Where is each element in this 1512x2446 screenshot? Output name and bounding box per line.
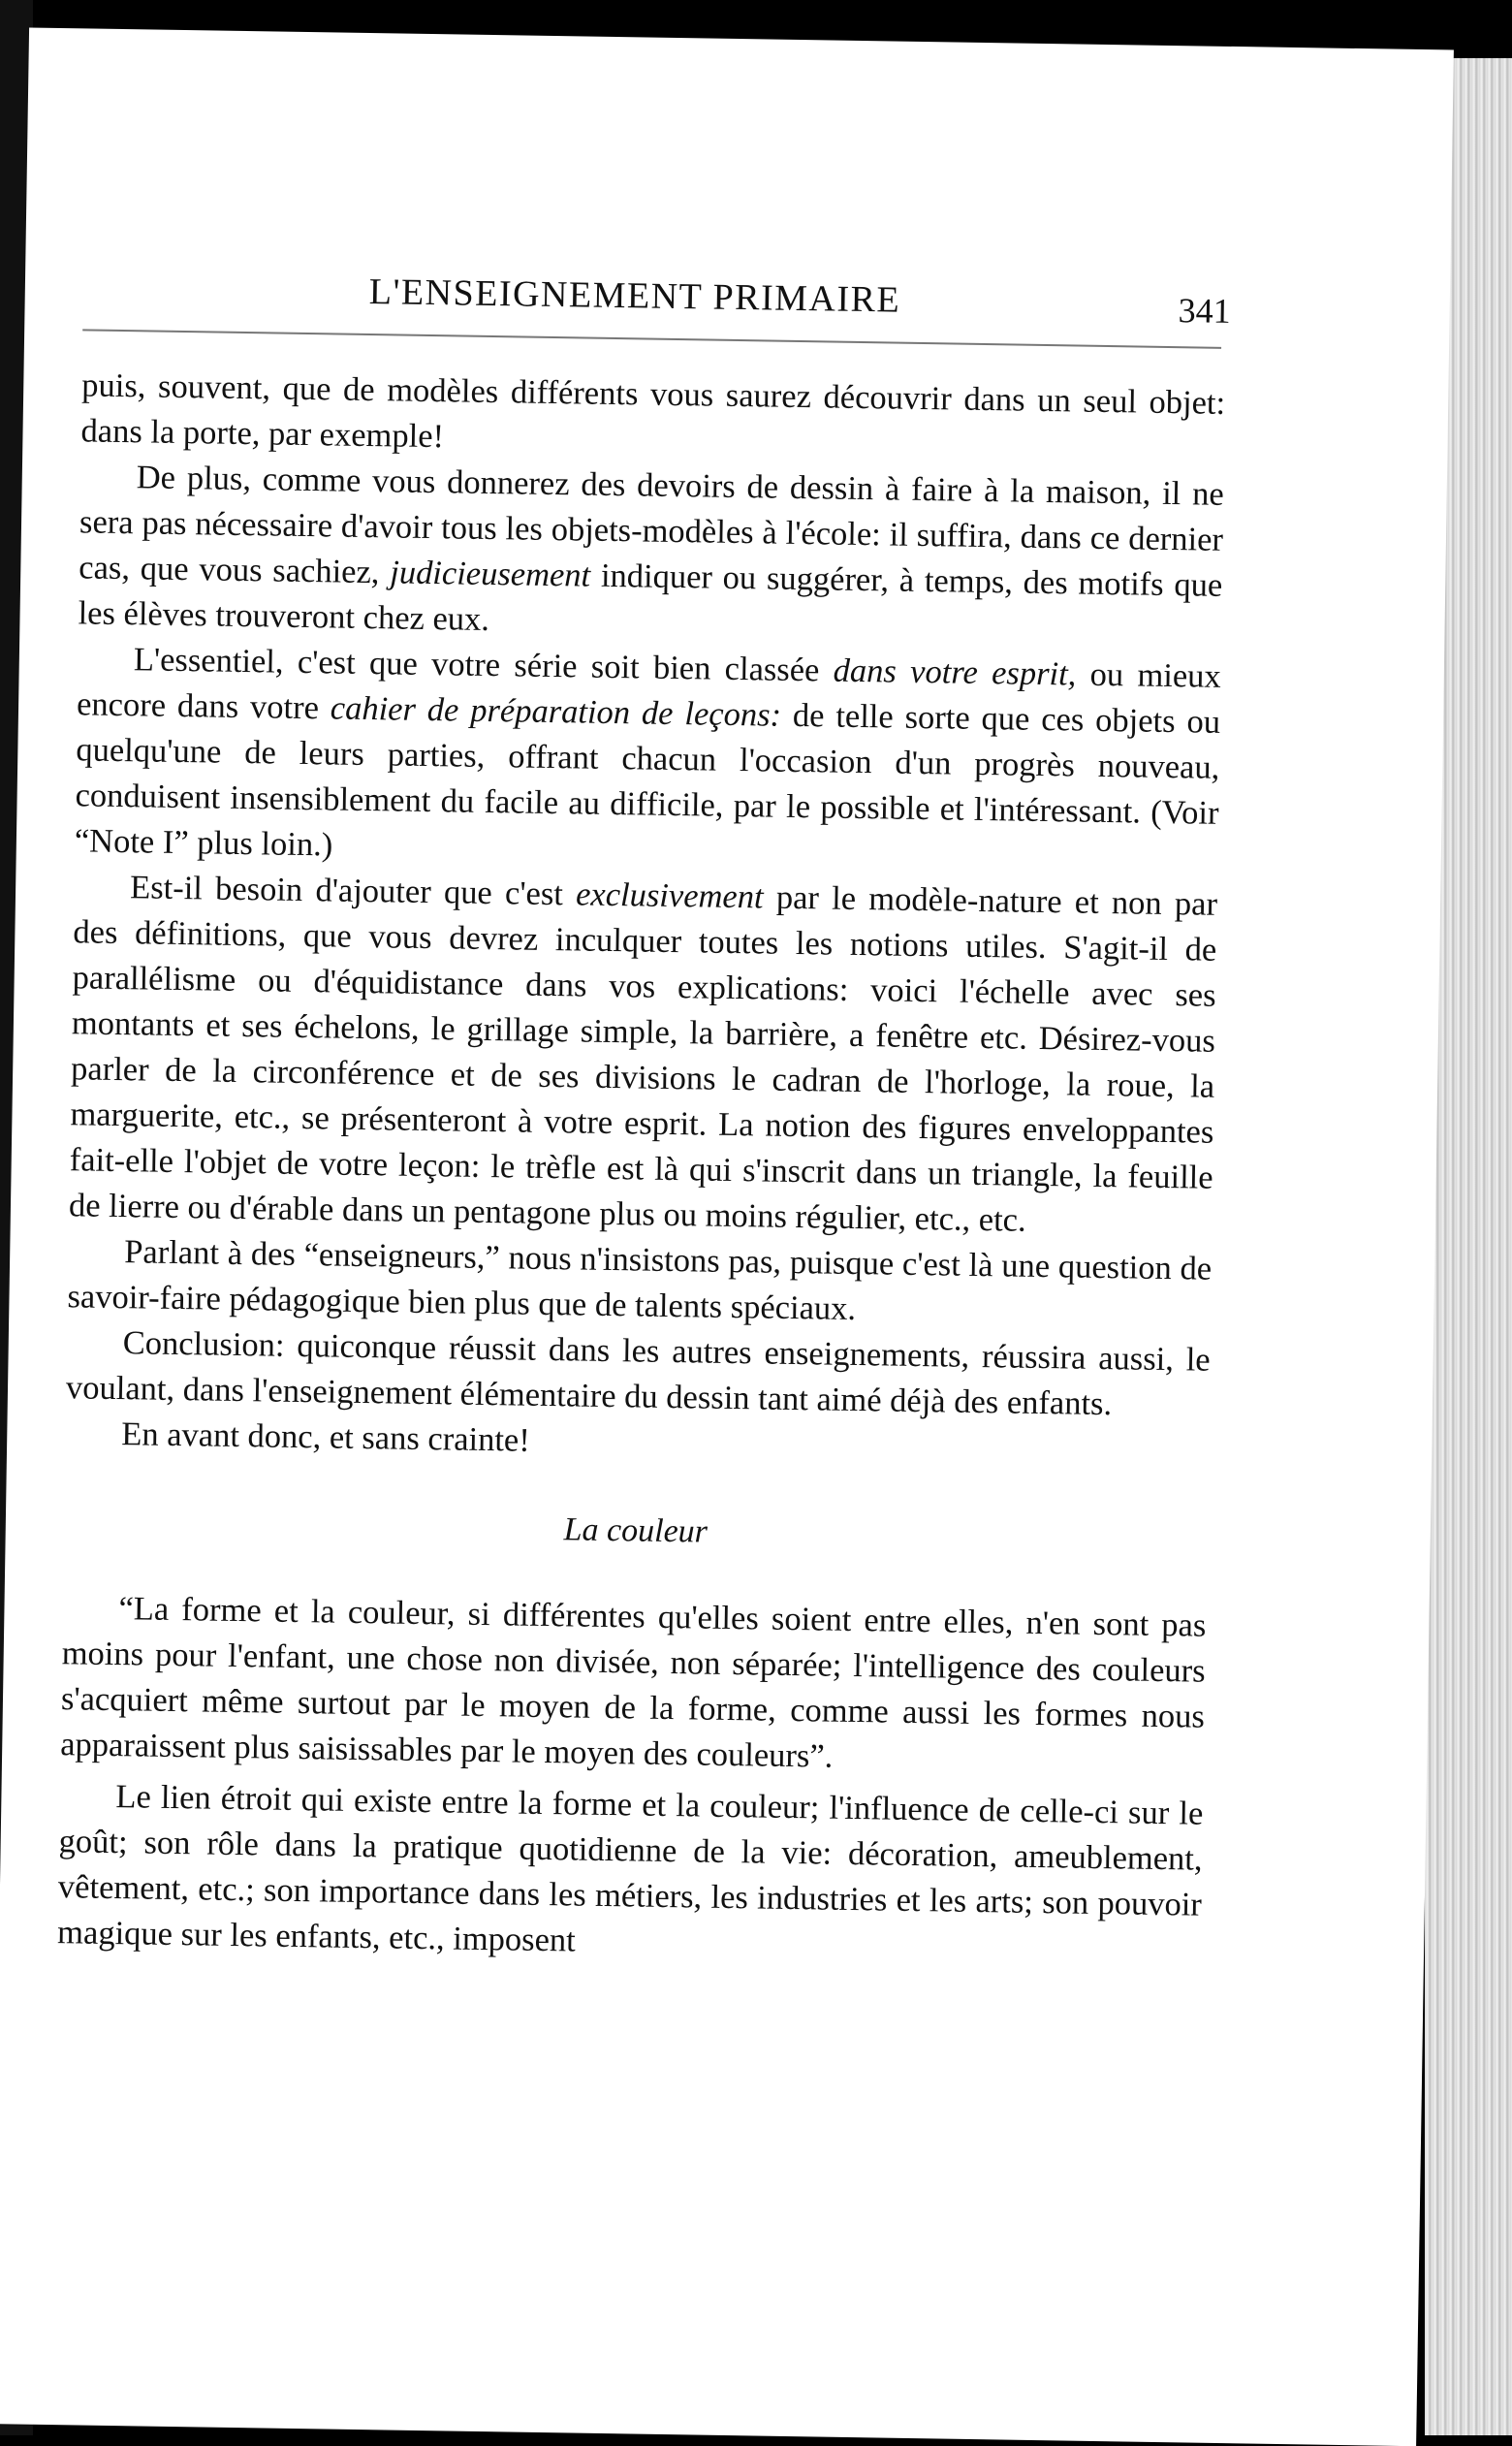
paragraph: Est-il besoin d'ajouter que c'est exclusivement par le modèle-nature et non par des définitions, que vous devrez inculquer toutes les notions utiles. S'agit-il de parallélisme ou d'équidistance dans vos explications: voici l'échelle avec ses montants et ses échelons, le grillage simple, la barrière, a fenêtre etc. Désirez-vous parler de la circonférence et de ses divisions le cadran de l'horloge, la roue, la marguerite, etc., se présenteront à votre esprit. La notion des figures enveloppantes fait-elle l'objet de votre leçon: le trèfle est là qui s'inscrit dans un triangle, la feuille de lierre ou d'érable dans un pentagone plus ou moins régulier, etc., etc. bbox=[68, 869, 1218, 1239]
paragraph: Conclusion: quiconque réussit dans les autres enseignements, réussira aussi, le voulant, dans l'enseignement élémentaire du dessin tant aimé déjà des enfants. bbox=[65, 1324, 1211, 1423]
paragraph: L'essentiel, c'est que votre série soit bien classée dans votre esprit, ou mieux encore dans votre cahier de préparation de leçons: de telle sorte que ces objets ou quelqu'une de leurs parties, offrant chacun l'occasion d'un progrès nouveau, conduisent insensiblement du facile au difficile, par le possible et l'intéressant. (Voir “Note I” plus loin.) bbox=[74, 641, 1222, 864]
paragraph: De plus, comme vous donnerez des devoirs de dessin à faire à la maison, il ne sera pas nécessaire d'avoir tous les objets-modèles à l'école: il suffira, dans ce dernier cas, que vous sachiez, judicieusement indiquer ou suggérer, à temps, des motifs que les élèves trouveront chez eux. bbox=[78, 459, 1224, 638]
body-text bbox=[57, 363, 1226, 1973]
paragraph: puis, souvent, que de modèles différents vous saurez découvrir dans un seul objet: dans la porte, par exemple! bbox=[80, 366, 1226, 456]
quotation-paragraph: “La forme et la couleur, si différentes qu'elles soient entre elles, n'en sont pas moins pour l'enfant, une chose non divisée, non séparée; l'intelligence des couleurs s'acquiert même surtout par le moyen de la forme, comme aussi les formes nous apparaissent plus saisissables par le moyen des couleurs”. bbox=[59, 1590, 1207, 1775]
book-page bbox=[0, 27, 1454, 2446]
header-rule bbox=[82, 329, 1221, 348]
section-heading: La couleur bbox=[563, 1511, 709, 1550]
running-title: L'ENSEIGNEMENT PRIMAIRE bbox=[368, 271, 901, 321]
paragraph: Le lien étroit qui existe entre la forme et la couleur; l'influence de celle-ci sur le goût; son rôle dans la pratique quotidienne de la vie: décoration, ameublement, vêtement, etc.; son importance dans les métiers, les industries et les arts; son pouvoir magique sur les enfants, etc., imposent bbox=[56, 1778, 1204, 1959]
page-number: 341 bbox=[1178, 291, 1231, 331]
paragraph: En avant donc, et sans crainte! bbox=[121, 1415, 531, 1459]
paragraph: Parlant à des “enseigneurs,” nous n'insistons pas, puisque c'est là une question de savoir-faire pédagogique bien plus que de talents spéciaux. bbox=[67, 1233, 1213, 1328]
